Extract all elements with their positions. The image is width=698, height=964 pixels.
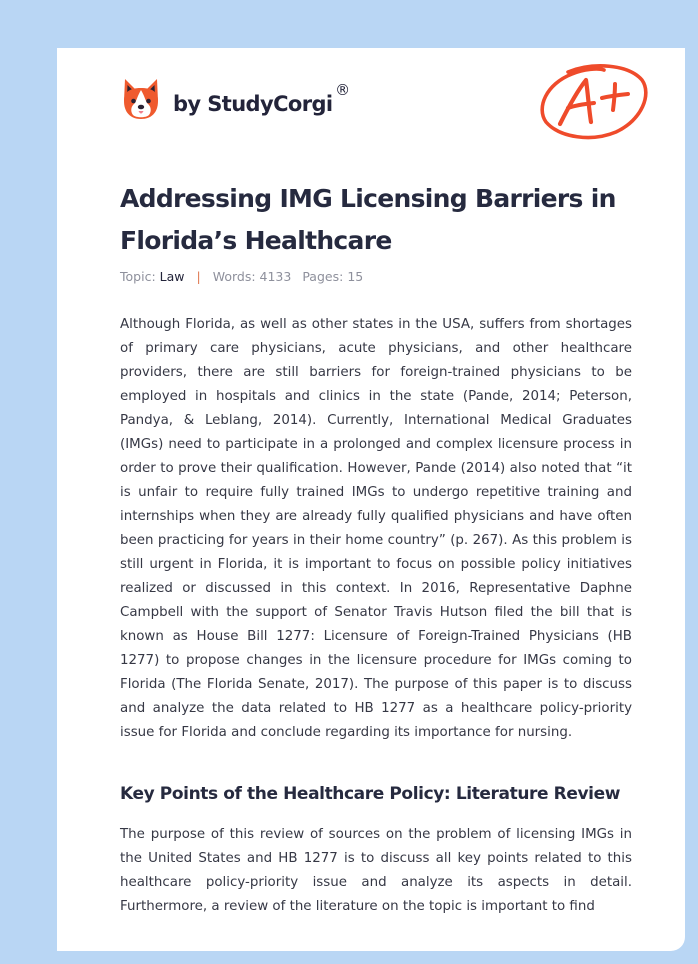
- document-meta: [120, 269, 363, 284]
- corgi-icon: [121, 77, 161, 123]
- body-paragraph: Although Florida, as well as other states in the USA, suffers from shortages of primary care physicians, acute physicians, and other healthcare providers, there are still barriers for foreign-trained physicians to be employed in hospitals and clinics in the state (Pande, 2014; Peterson, Pandya, & Leblang, 2014). Currently, International Medical Graduates (IMGs) need to participate in a prolonged and complex licensure process in order to prove their qualification. However, Pande (2014) also noted that “it is unfair to require fully trained IMGs to undergo repetitive training and internships when they are already fully qualified physicians and have often been practicing for years in their home country” (p. 267). As this problem is still urgent in Florida, it is important to focus on possible policy initiatives realized or discussed in this context. In 2016, Representative Daphne Campbell with the support of Senator Travis Hutson filed the bill that is known as House Bill 1277: Licensure of Foreign-Trained Physicians (HB 1277) to propose changes in the licensure procedure for IMGs coming to Florida (The Florida Senate, 2017). The purpose of this paper is to discuss and analyze the data related to HB 1277 as a healthcare policy-priority issue for Florida and conclude regarding its importance for nursing.: [120, 317, 632, 740]
- document-title: Addressing IMG Licensing Barriers in Florida’s Healthcare: [120, 184, 616, 255]
- body-paragraph: The purpose of this review of sources on the problem of licensing IMGs in the United States and HB 1277 is to discuss all key points related to this healthcare policy-priority issue and analyze its aspects in detail. Furthermore, a review of the literature on the topic is important to find: [120, 827, 632, 914]
- topic-label: Topic:: [120, 269, 156, 284]
- section-heading: Key Points of the Healthcare Policy: Literature Review: [120, 784, 621, 804]
- registered-mark: ®: [335, 81, 350, 99]
- meta-separator: |: [196, 269, 201, 284]
- a-plus-stamp-icon: [538, 58, 650, 142]
- brand-name-text: by StudyCorgi: [173, 92, 333, 116]
- topic-link[interactable]: Law: [159, 269, 185, 284]
- words-value: 4133: [259, 269, 292, 284]
- document-page: [57, 48, 685, 951]
- pages-label: Pages:: [302, 269, 344, 284]
- pages-value: 15: [347, 269, 364, 284]
- brand-name: [173, 81, 350, 116]
- studycorgi-logo[interactable]: [121, 76, 350, 124]
- words-label: Words:: [212, 269, 256, 284]
